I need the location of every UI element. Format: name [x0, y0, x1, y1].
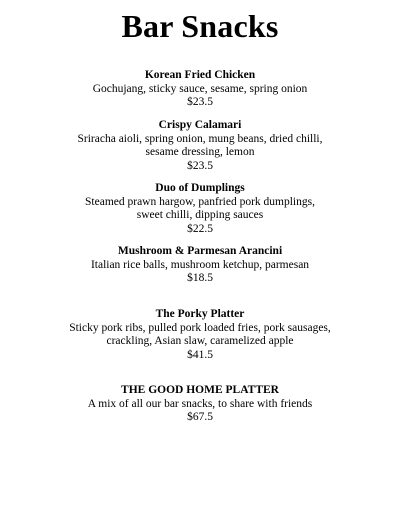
menu-item-price: $67.5: [187, 411, 213, 423]
menu-item-price: $22.5: [187, 222, 213, 235]
menu-item-description: Italian rice balls, mushroom ketchup, parmesan: [90, 258, 310, 271]
menu-item-porky-platter: [0, 308, 400, 362]
menu-item-duo-of-dumplings: [0, 182, 400, 236]
menu-item-arancini: [0, 245, 400, 286]
menu-item-name: Duo of Dumplings: [155, 182, 245, 194]
menu-item-description: A mix of all our bar snacks, to share with friends: [87, 397, 313, 410]
menu-item-description: Steamed prawn hargow, panfried pork dumplings, sweet chilli, dipping sauces: [85, 195, 315, 221]
menu-item-korean-fried-chicken: [0, 69, 400, 110]
menu-item-description: Gochujang, sticky sauce, sesame, spring onion: [92, 82, 308, 95]
menu-item-description: Sriracha aioli, spring onion, mung beans, dried chilli, sesame dressing, lemon: [77, 132, 323, 158]
menu-title: Bar Snacks: [121, 8, 279, 44]
menu-item-name: Korean Fried Chicken: [144, 69, 256, 81]
menu-item-name: Crispy Calamari: [158, 119, 242, 131]
menu-item-name: THE GOOD HOME PLATTER: [121, 384, 279, 396]
menu-item-name: Mushroom & Parmesan Arancini: [117, 245, 283, 257]
menu-item-price: $41.5: [187, 348, 213, 361]
menu-item-crispy-calamari: [0, 119, 400, 173]
menu-item-price: $18.5: [187, 272, 213, 284]
menu-item-description: Sticky pork ribs, pulled pork loaded fries, pork sausages, crackling, Asian slaw, caramelized apple: [69, 321, 331, 347]
menu-item-price: $23.5: [187, 159, 213, 172]
menu-item-name: The Porky Platter: [155, 308, 245, 320]
menu-item-price: $23.5: [187, 96, 213, 108]
menu-item-good-home-platter: [0, 384, 400, 425]
